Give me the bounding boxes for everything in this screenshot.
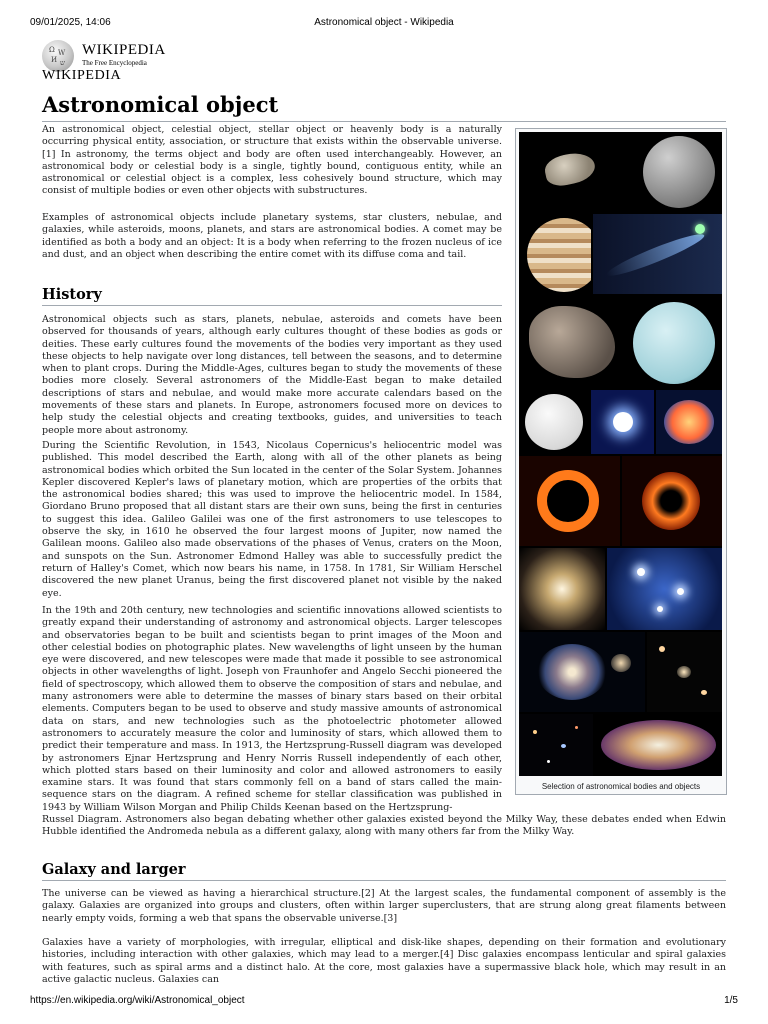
uranus-image[interactable] xyxy=(625,296,722,388)
galaxy-cluster-image[interactable] xyxy=(647,632,722,712)
wikipedia-wordmark: WIKIPEDIA xyxy=(82,42,166,58)
galaxy-paragraph-1: The universe can be viewed as having a hierarchical structure.[2] At the largest scales, the fundamental component of assembly is the galaxy. Galaxies are organized into groups and clusters, often within larger superclusters, that are strung along great filaments between nearly empty voids, forming a web that spans the observable universe.[3] xyxy=(42,888,726,924)
intro-paragraph-1: An astronomical object, celestial object, stellar object or heavenly body is a naturally occurring physical entity, association, or structure that exists within the observable universe.[1] In astronomy, the terms object and body are often used interchangeably. However, an astronomical body or celestial body is a single, tightly bound, contiguous entity, while an astronomical or celestial object is a complex, less cohesively bound structure, which may consist of multiple bodies or even other objects with substructures. xyxy=(42,124,502,197)
print-page-title: Astronomical object - Wikipedia xyxy=(314,17,454,28)
wikipedia-tagline: The Free Encyclopedia xyxy=(82,59,147,67)
pleiades-image[interactable] xyxy=(607,548,722,630)
history-heading: History xyxy=(42,286,102,303)
print-header xyxy=(30,17,738,31)
crab-nebula-image[interactable] xyxy=(656,390,722,454)
print-datetime: 09/01/2025, 14:06 xyxy=(30,17,111,28)
print-url: https://en.wikipedia.org/wiki/Astronomical_object xyxy=(30,995,245,1006)
history-divider xyxy=(42,305,502,306)
intro-paragraph-2: Examples of astronomical objects include planetary systems, star clusters, nebulae, and galaxies, while asteroids, moons, planets, and stars are astronomical bodies. A comet may be identified as both a body and an object: It is a body when referring to the frozen nucleus of ice and dust, and an object when describing the entire comet with its diffuse coma and tail. xyxy=(42,212,502,260)
whirlpool-galaxy-image[interactable] xyxy=(519,632,645,712)
wikipedia-wordmark-below: WIKIPEDIA xyxy=(42,68,122,83)
asteroid-image[interactable] xyxy=(519,132,635,212)
infobox-caption: Selection of astronomical bodies and objects xyxy=(541,782,701,791)
large-scale-structure-image[interactable] xyxy=(595,714,722,776)
venus-image[interactable] xyxy=(519,390,589,454)
galaxy-divider xyxy=(42,880,726,881)
moon-mimas-image[interactable] xyxy=(637,132,722,212)
wikipedia-logo[interactable] xyxy=(42,40,172,86)
galaxy-heading: Galaxy and larger xyxy=(42,861,186,878)
title-divider xyxy=(42,121,726,122)
globular-cluster-image[interactable] xyxy=(519,548,605,630)
black-hole-sgr-image[interactable] xyxy=(622,456,722,546)
black-hole-image[interactable] xyxy=(519,456,620,546)
astronomical-objects-gallery[interactable] xyxy=(519,132,722,776)
history-paragraph-2: During the Scientific Revolution, in 1543, Nicolaus Copernicus's heliocentric model was published. This model described the Earth, along with all of the other planets as being astronomical bodies which orbited the Sun located in the center of the Solar System. Johannes Kepler discovered Kepler's laws of planetary motion, which are properties of the orbits that the astronomical bodies shared; this was used to improve the heliocentric model. In 1584, Giordano Bruno proposed that all distant stars are their own suns, being the first in centuries to suggest this idea. Galileo Galilei was one of the first astronomers to use telescopes to observe the sky, in 1610 he observed the four largest moons of Jupiter, now named the Galilean moons. Galileo also made observations of the phases of Venus, craters on the Moon, and sunspots on the Sun. Astronomer Edmond Halley was able to successfully predict the return of Halley's Comet, which now bears his name, in 1758. In 1781, Sir William Herschel discovered the new planet Uranus, being the first discovered planet not visible by the naked eye. xyxy=(42,440,502,599)
page-title: Astronomical object xyxy=(42,92,279,117)
comet-nucleus-image[interactable] xyxy=(519,296,623,388)
wikipedia-globe-icon: Ω W И ש xyxy=(42,40,74,72)
deep-field-image[interactable] xyxy=(519,714,593,776)
history-paragraph-1: Astronomical objects such as stars, planets, nebulae, asteroids and comets have been observed for thousands of years, although early cultures thought of these bodies as gods or deities. These early cultures found the movements of the bodies very important as they used these objects to help navigate over long distances, tell between the seasons, and to determine when to plant crops. During the Middle-Ages, cultures began to study the movements of these bodies more closely. Several astronomers of the Middle-East began to make detailed descriptions of stars and nebulae, and would make more accurate calendars based on the movements of these stars and planets. In Europe, astronomers focused more on devices to help study the celestial objects and creating textbooks, guides, and universities to teach people more about astronomy. xyxy=(42,314,502,436)
print-footer xyxy=(30,995,738,1009)
history-paragraph-3-continued: Russel Diagram. Astronomers also began debating whether other galaxies existed beyond the Milky Way, these debates ended when Edwin Hubble identified the Andromeda nebula as a different galaxy, along with many others far from the Milky Way. xyxy=(42,814,726,838)
infobox xyxy=(515,128,727,795)
star-image[interactable] xyxy=(591,390,654,454)
history-paragraph-3: In the 19th and 20th century, new technologies and scientific innovations allowed scientists to greatly expand their understanding of astronomy and astronomical objects. Larger telescopes and observatories began to be built and scientists began to print images of the Moon and other celestial bodies on photographic plates. New wavelengths of light unseen by the human eye were discovered, and new telescopes were made that made it possible to see astronomical objects in other wavelengths of light. Joseph von Fraunhofer and Angelo Secchi pioneered the field of spectroscopy, which allowed them to observe the composition of stars and nebulae, and many astronomers were able to determine the masses of binary stars based on their orbital elements. Computers began to be used to observe and study massive amounts of astronomical data on stars, and new technologies such as the photoelectric photometer allowed astronomers to accurately measure the color and luminosity of stars, which allowed them to predict their temperature and mass. In 1913, the Hertzsprung-Russell diagram was developed by astronomers Ejnar Hertzsprung and Henry Norris Russell independently of each other, which plotted stars based on their luminosity and color and allowed astronomers to easily examine stars. It was found that stars commonly fell on a band of stars called the main-sequence stars on the diagram. A refined scheme for stellar classification was published in 1943 by William Wilson Morgan and Philip Childs Keenan based on the Hertzsprung- xyxy=(42,605,502,813)
galaxy-paragraph-2: Galaxies have a variety of morphologies, with irregular, elliptical and disk-like shapes, depending on their formation and evolutionary histories, including interaction with other galaxies, which may lead to a merger.[4] Disc galaxies encompass lenticular and spiral galaxies with features, such as spiral arms and a distinct halo. At the core, most galaxies have a supermassive black hole, which may result in an active galactic nucleus. Galaxies can xyxy=(42,937,726,985)
jupiter-image[interactable] xyxy=(519,214,591,294)
comet-image[interactable] xyxy=(593,214,722,294)
print-page-number: 1/5 xyxy=(724,995,738,1006)
